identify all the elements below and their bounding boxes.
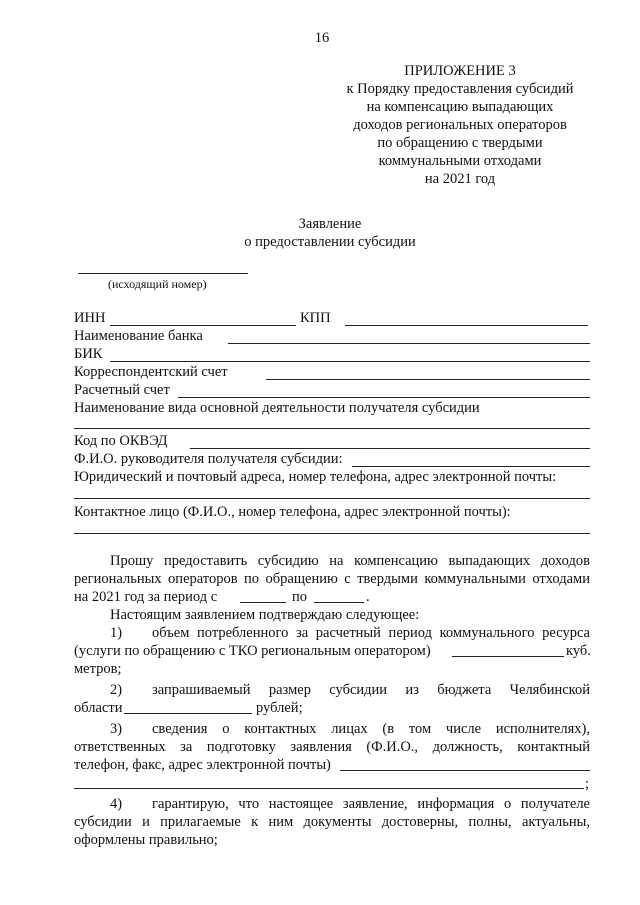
document-title: Заявление [298, 216, 362, 232]
bik-label: БИК [74, 346, 103, 362]
subsidy-amount-field[interactable] [124, 713, 252, 714]
contact-label: Контактное лицо (Ф.И.О., номер телефона, адрес электронной почты): [74, 504, 511, 520]
head-name-field[interactable] [352, 466, 590, 467]
item-number: 4) [110, 796, 123, 812]
item-text: объем потребленного за расчетный период коммунального ресурса [152, 625, 590, 641]
item-text: области [74, 700, 123, 716]
settlement-account-label: Расчетный счет [74, 382, 170, 398]
item-text: запрашиваемый размер субсидии из бюджета Челябинской [152, 682, 590, 698]
confirm-text: Настоящим заявлением подтверждаю следующее: [110, 607, 420, 623]
kpp-field[interactable] [345, 325, 588, 326]
corr-account-label: Корреспондентский счет [74, 364, 228, 380]
outgoing-number-caption: (исходящий номер) [108, 277, 207, 291]
request-text: региональных операторов по обращению с твердыми коммунальными отходами [74, 571, 590, 587]
request-period-label: на 2021 год за период с [74, 589, 218, 605]
item-number: 1) [110, 625, 123, 641]
bank-name-field[interactable] [228, 343, 590, 344]
appendix-line: коммунальными отходами [378, 153, 542, 169]
item-text: метров; [74, 661, 122, 677]
item-number: 3) [110, 721, 123, 737]
bik-field[interactable] [110, 361, 590, 362]
addresses-field[interactable] [74, 498, 590, 499]
appendix-line: к Порядку предоставления субсидий [346, 81, 574, 97]
outgoing-number-line[interactable] [78, 273, 248, 274]
period-from-field[interactable] [240, 602, 286, 603]
appendix-line: по обращению с твердыми [377, 135, 543, 151]
request-period-to-label: по [292, 589, 308, 605]
appendix-title: ПРИЛОЖЕНИЕ 3 [404, 63, 516, 79]
activity-name-label: Наименование вида основной деятельности получателя субсидии [74, 400, 480, 416]
settlement-account-field[interactable] [178, 397, 590, 398]
addresses-label: Юридический и почтовый адреса, номер телефона, адрес электронной почты: [74, 469, 557, 485]
item-text: телефон, факс, адрес электронной почты) [74, 757, 331, 773]
item-text: сведения о контактных лицах (в том числе исполнителях), [152, 721, 590, 737]
corr-account-field[interactable] [266, 379, 590, 380]
item-text: ответственных за подготовку заявления (Ф.И.О., должность, контактный [74, 739, 590, 755]
contact-persons-field[interactable] [340, 770, 590, 771]
document-subtitle: о предоставлении субсидии [244, 234, 416, 250]
head-name-label: Ф.И.О. руководителя получателя субсидии: [74, 451, 343, 467]
page-number: 16 [314, 30, 330, 46]
period-to-field[interactable] [314, 602, 364, 603]
inn-field[interactable] [110, 325, 296, 326]
item-text: оформлены правильно; [74, 832, 218, 848]
item-text: рублей; [256, 700, 303, 716]
activity-name-field[interactable] [74, 428, 590, 429]
item-text: ; [585, 776, 590, 792]
contact-field[interactable] [74, 533, 590, 534]
volume-field[interactable] [452, 656, 564, 657]
kpp-label: КПП [300, 310, 331, 326]
okved-label: Код по ОКВЭД [74, 433, 168, 449]
request-period-end: . [366, 589, 370, 605]
item-text: гарантирую, что настоящее заявление, информация о получателе [152, 796, 590, 812]
request-text: Прошу предоставить субсидию на компенсацию выпадающих доходов [110, 553, 590, 569]
item-number: 2) [110, 682, 123, 698]
bank-name-label: Наименование банка [74, 328, 203, 344]
item-text: куб. [566, 643, 591, 659]
okved-field[interactable] [190, 448, 590, 449]
item-text: субсидии и прилагаемые к ним документы достоверны, полны, актуальны, [74, 814, 590, 830]
appendix-line: на 2021 год [424, 171, 496, 187]
appendix-line: доходов региональных операторов [353, 117, 567, 133]
inn-label: ИНН [74, 310, 106, 326]
item-text: (услуги по обращению с ТКО региональным оператором) [74, 643, 431, 659]
appendix-line: на компенсацию выпадающих [366, 99, 554, 115]
contact-persons-field-2[interactable] [74, 788, 584, 789]
